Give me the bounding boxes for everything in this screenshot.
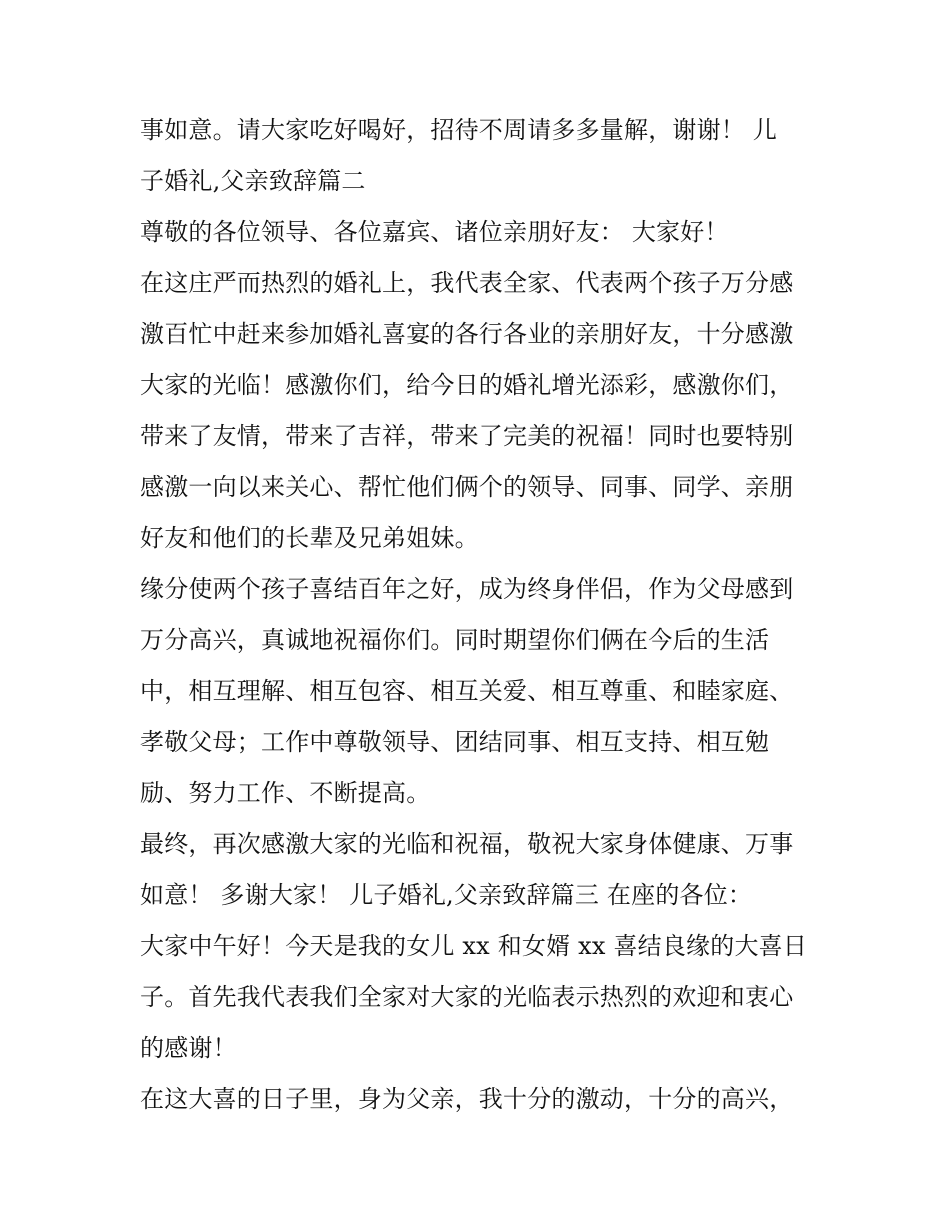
text-line: 在这庄严而热烈的婚礼上，我代表全家、代表两个孩子万分感 (140, 269, 794, 297)
text-line: 的感谢！ (140, 1034, 237, 1062)
text-line: 万分高兴，真诚地祝福你们。同时期望你们俩在今后的生活 (140, 626, 770, 654)
text-line: 事如意。请大家吃好喝好，招待不周请多多量解，谢谢！ 儿 (140, 116, 778, 144)
text-line: 尊敬的各位领导、各位嘉宾、诸位亲朋好友： 大家好！ (140, 218, 729, 246)
text-line: 子。首先我代表我们全家对大家的光临表示热烈的欢迎和衷心 (140, 983, 794, 1011)
text-line: 在这大喜的日子里，身为父亲，我十分的激动，十分的高兴， (140, 1085, 794, 1113)
text-line: 最终，再次感激大家的光临和祝福，敬祝大家身体健康、万事 (140, 830, 794, 858)
text-line: 缘分使两个孩子喜结百年之好，成为终身伴侣，作为父母感到 (140, 575, 794, 603)
text-line: 中，相互理解、相互包容、相互关爱、相互尊重、和睦家庭、 (140, 677, 794, 705)
text-line: 大家的光临！感激你们，给今日的婚礼增光添彩，感激你们， (140, 371, 794, 399)
text-line: 激百忙中赶来参加婚礼喜宴的各行各业的亲朋好友，十分感激 (140, 320, 794, 348)
text-line: 大家中午好！今天是我的女儿 xx 和女婿 xx 喜结良缘的大喜日 (140, 932, 808, 960)
text-line: 励、努力工作、不断提高。 (140, 779, 431, 807)
text-line: 带来了友情，带来了吉祥，带来了完美的祝福！同时也要特别 (140, 422, 794, 450)
text-line: 感激一向以来关心、帮忙他们俩个的领导、同事、同学、亲朋 (140, 473, 794, 501)
text-line: 如意！ 多谢大家！ 儿子婚礼,父亲致辞篇三 在座的各位： (140, 881, 753, 909)
text-line: 孝敬父母；工作中尊敬领导、团结同事、相互支持、相互勉 (140, 728, 770, 756)
section-heading-2: 子婚礼,父亲致辞篇二 (140, 167, 366, 195)
text-line: 好友和他们的长辈及兄弟姐妹。 (140, 524, 479, 552)
